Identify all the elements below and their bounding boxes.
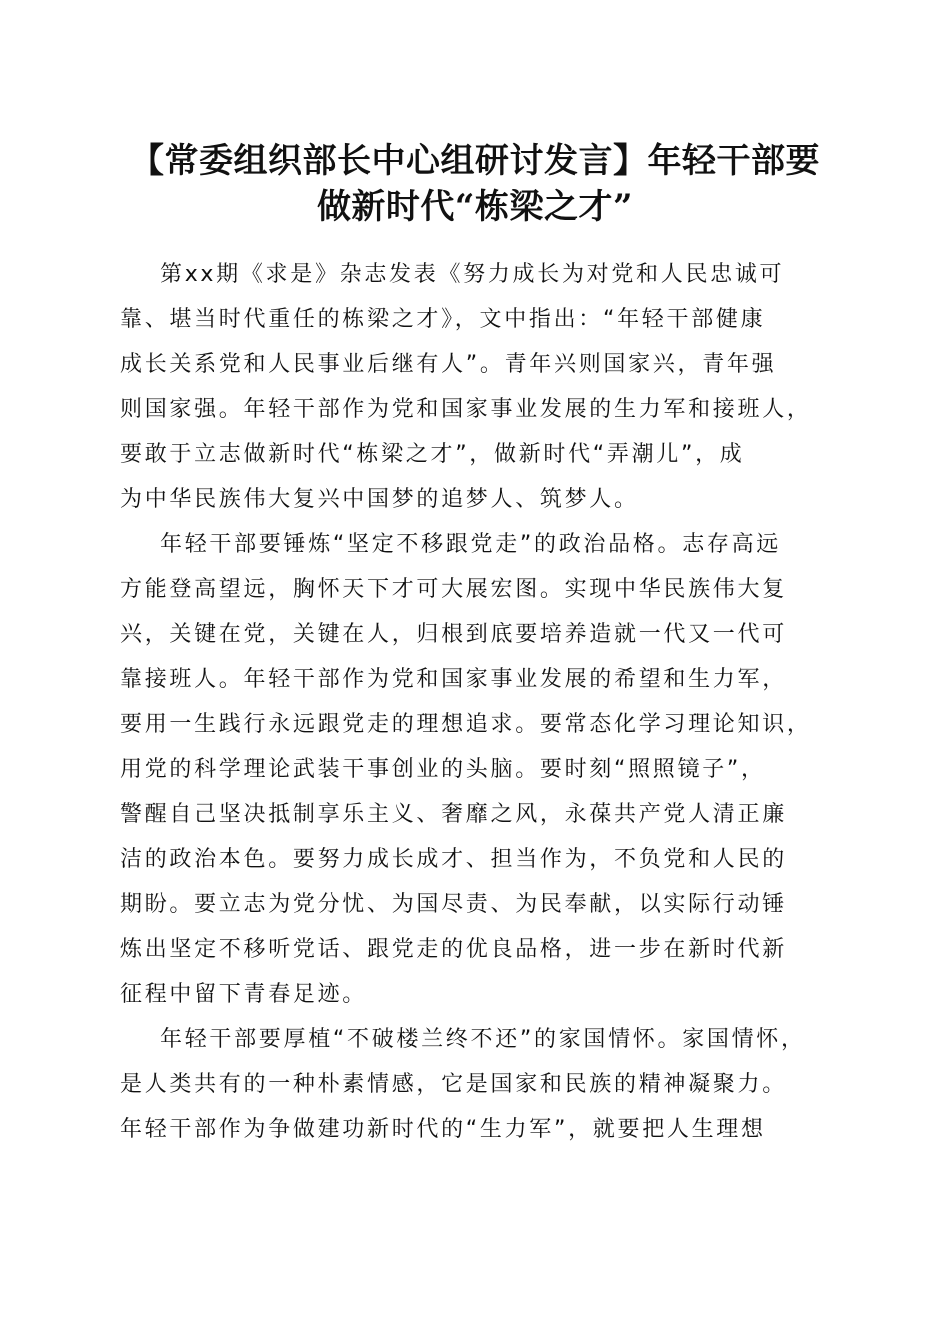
- text-line: 用党的科学理论武装干事创业的头脑。要时刻“照照镜子”，: [120, 757, 766, 782]
- paragraph-1: [120, 252, 832, 522]
- text-line: 靠、堪当时代重任的栋梁之才》，文中指出：“年轻干部健康: [120, 307, 766, 332]
- text-line: 年轻干部要厚植“不破楼兰终不还”的家国情怀。家国情怀，: [160, 1027, 806, 1052]
- text-line: 是人类共有的一种朴素情感，它是国家和民族的精神凝聚力。: [120, 1072, 787, 1097]
- title-line: 做新时代“栋梁之才”: [316, 187, 634, 227]
- text-line: 则国家强。年轻干部作为党和国家事业发展的生力军和接班人，: [120, 397, 812, 422]
- text-line: 期盼。要立志为党分忧、为国尽责、为民奉献，以实际行动锤: [120, 892, 787, 917]
- text-line: 炼出坚定不移听党话、跟党走的优良品格，进一步在新时代新: [120, 937, 787, 962]
- text-line: 靠接班人。年轻干部作为党和国家事业发展的希望和生力军，: [120, 667, 787, 692]
- text-line: 为中华民族伟大复兴中国梦的追梦人、筑梦人。: [120, 487, 639, 512]
- text-line: 兴，关键在党，关键在人，归根到底要培养造就一代又一代可: [120, 622, 787, 647]
- text-line: 年轻干部作为争做建功新时代的“生力军”，就要把人生理想: [120, 1117, 766, 1142]
- text-line: 第xx期《求是》杂志发表《努力成长为对党和人民忠诚可: [160, 262, 785, 287]
- document-body: [120, 252, 832, 1152]
- document-title: [110, 138, 840, 230]
- title-line: 【常委组织部长中心组研讨发言】年轻干部要: [130, 141, 820, 181]
- text-line: 洁的政治本色。要努力成长成才、担当作为，不负党和人民的: [120, 847, 787, 872]
- paragraph-3: [120, 1017, 832, 1152]
- paragraph-2: [120, 522, 832, 1017]
- text-line: 方能登高望远，胸怀天下才可大展宏图。实现中华民族伟大复: [120, 577, 787, 602]
- text-line: 成长关系党和人民事业后继有人”。青年兴则国家兴，青年强: [120, 352, 777, 377]
- text-line: 年轻干部要锤炼“坚定不移跟党走”的政治品格。志存高远: [160, 532, 781, 557]
- text-line: 要敢于立志做新时代“栋梁之才”，做新时代“弄潮儿”，成: [120, 442, 745, 467]
- text-line: 要用一生践行永远跟党走的理想追求。要常态化学习理论知识，: [120, 712, 812, 737]
- text-line: 征程中留下青春足迹。: [120, 982, 368, 1007]
- text-line: 警醒自己坚决抵制享乐主义、奢靡之风，永葆共产党人清正廉: [120, 802, 787, 827]
